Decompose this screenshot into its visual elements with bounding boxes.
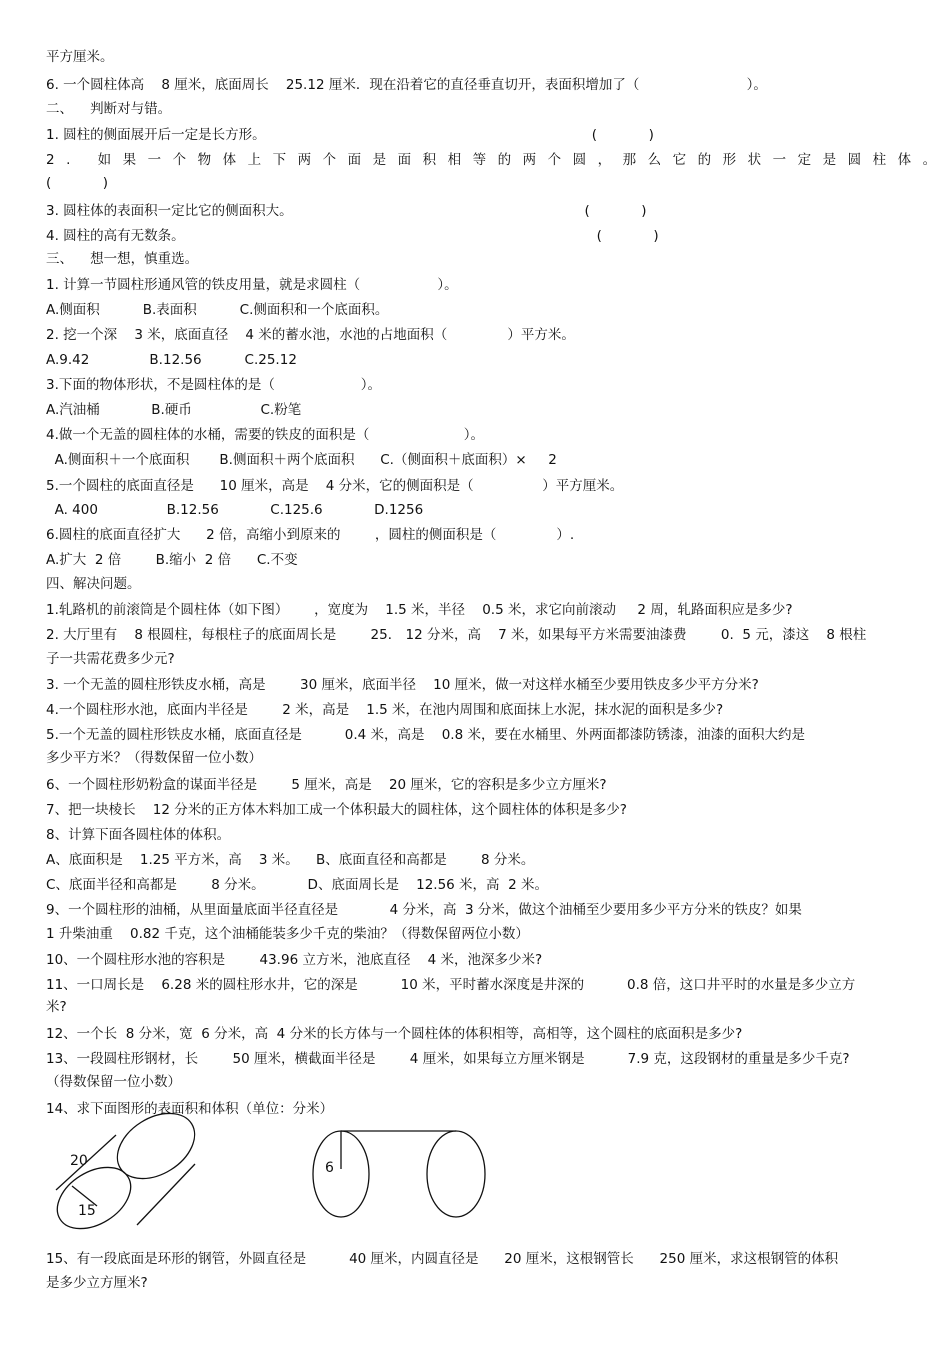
question-text: A、底面积是 1.25 平方米，高 3 米。 B、底面直径和高都是 8 分米。 — [46, 852, 535, 868]
choice-options: A.扩大 2 倍 B.缩小 2 倍 C.不变 — [46, 552, 298, 568]
question-text: 8、计算下面各圆柱体的体积。 — [46, 827, 231, 843]
question-text: 米? — [46, 999, 67, 1015]
choice-options: A.9.42 B.12.56 C.25.12 — [46, 352, 297, 368]
question-text: 5.一个无盖的圆柱形铁皮水桶，底面直径是 0.4 米，高是 0.8 米，要在水桶里、外两面都漆防锈漆，油漆的面积大约是 — [46, 727, 805, 743]
question-text: 6、一个圆柱形奶粉盒的谋面半径是 5 厘米，高是 20 厘米，它的容积是多少立方厘米? — [46, 777, 607, 793]
question-text: 4. 圆柱的高有无数条。 ( ) — [46, 228, 659, 244]
choice-options: A.汽油桶 B.硬币 C.粉笔 — [46, 402, 302, 418]
question-text: 15、有一段底面是环形的钢管，外圆直径是 40 厘米，内圆直径是 20 厘米，这根钢管长 250 厘米，求这根钢管的体积 — [46, 1251, 839, 1267]
question-text: 12、一个长 8 分米，宽 6 分米，高 4 分米的长方体与一个圆柱体的体积相等，高相等，这个圆柱的底面积是多少? — [46, 1026, 743, 1042]
radius-label: 15 — [78, 1203, 96, 1219]
question-text: 1. 圆柱的侧面展开后一定是长方形。 ( ) — [46, 127, 654, 143]
question-text: 1 升柴油重 0.82 千克，这个油桶能装多少千克的柴油？（得数保留两位小数） — [46, 926, 529, 942]
choice-options: A.侧面积＋一个底面积 B.侧面积＋两个底面积 C.（侧面积＋底面积）× 2 — [46, 452, 557, 468]
question-text: 是多少立方厘米? — [46, 1275, 148, 1291]
height-label: 20 — [70, 1153, 88, 1169]
question-text: （得数保留一位小数） — [46, 1074, 181, 1090]
question-text: 11、一口周长是 6.28 米的圆柱形水井，它的深是 10 米，平时蓄水深度是井深的 0.8 倍，这口井平时的水量是多少立方 — [46, 977, 856, 993]
answer-bracket: ( ) — [46, 175, 109, 191]
question-text: 4.做一个无盖的圆柱体的水桶，需要的铁皮的面积是（ ）。 — [46, 427, 485, 443]
question-text: 1.轧路机的前滚筒是个圆柱体（如下图） ，宽度为 1.5 米，半径 0.5 米，求它向前滚动 2 周，轧路面积应是多少? — [46, 602, 793, 618]
section-heading: 四、解决问题。 — [46, 576, 141, 592]
question-text: 5.一个圆柱的底面直径是 10 厘米，高是 4 分米，它的侧面积是（ ）平方厘米。 — [46, 478, 624, 494]
choice-options: A. 400 B.12.56 C.125.6 D.1256 — [46, 502, 424, 518]
question-text: 2. 如果一个物体上下两个面是面积相等的两个圆，那么它的形状一定是圆柱体。 — [46, 152, 948, 168]
question-text: 多少平方米？（得数保留一位小数） — [46, 750, 262, 766]
slanted-cylinder-figure — [46, 1112, 206, 1240]
question-text: 子一共需花费多少元? — [46, 651, 175, 667]
question-text: 13、一段圆柱形钢材，长 50 厘米，横截面半径是 4 厘米，如果每立方厘米钢是 7.9 克，这段钢材的重量是多少千克? — [46, 1051, 850, 1067]
question-text: 3. 圆柱体的表面积一定比它的侧面积大。 ( ) — [46, 203, 647, 219]
side-cylinder-figure — [312, 1124, 492, 1228]
question-text: 9、一个圆柱形的油桶，从里面量底面半径直径是 4 分米，高 3 分米，做这个油桶至少要用多少平方分米的铁皮？如果 — [46, 902, 802, 918]
question-text: 7、把一块棱长 12 分米的正方体木料加工成一个体积最大的圆柱体，这个圆柱体的体积是多少? — [46, 802, 627, 818]
question-text: 10、一个圆柱形水池的容积是 43.96 立方米，池底直径 4 米，池深多少米? — [46, 952, 543, 968]
section-heading: 三、 想一想，慎重选。 — [46, 251, 199, 267]
question-text: 6.圆柱的底面直径扩大 2 倍，高缩小到原来的 ，圆柱的侧面积是（ ）. — [46, 527, 575, 543]
question-text: 2. 大厅里有 8 根圆柱，每根柱子的底面周长是 25． 12 分米，高 7 米，如果每平方米需要油漆费 0. 5 元，漆这 8 根柱 — [46, 627, 867, 643]
section-heading: 二、 判断对与错。 — [46, 101, 172, 117]
question-text: 3.下面的物体形状，不是圆柱体的是（ ）。 — [46, 377, 381, 393]
question-text: 2. 挖一个深 3 米，底面直径 4 米的蓄水池，水池的占地面积（ ）平方米。 — [46, 327, 575, 343]
question-text: 3. 一个无盖的圆柱形铁皮水桶，高是 30 厘米，底面半径 10 厘米，做一对这样水桶至少要用铁皮多少平方分米? — [46, 677, 759, 693]
text-line: 平方厘米。 — [46, 49, 114, 65]
question-text: 6. 一个圆柱体高 8 厘米，底面周长 25.12 厘米．现在沿着它的直径垂直切开，表面积增加了（ ）。 — [46, 77, 767, 93]
choice-options: A.侧面积 B.表面积 C.侧面积和一个底面积。 — [46, 302, 389, 318]
radius-label: 6 — [325, 1160, 334, 1176]
question-text: 14、求下面图形的表面积和体积（单位：分米） — [46, 1101, 334, 1117]
question-text: 4.一个圆柱形水池，底面内半径是 2 米，高是 1.5 米，在池内周围和底面抹上水泥，抹水泥的面积是多少? — [46, 702, 724, 718]
question-text: 1. 计算一节圆柱形通风管的铁皮用量，就是求圆柱（ ）。 — [46, 277, 458, 293]
question-text: C、底面半径和高都是 8 分米。 D、底面周长是 12.56 米，高 2 米。 — [46, 877, 549, 893]
